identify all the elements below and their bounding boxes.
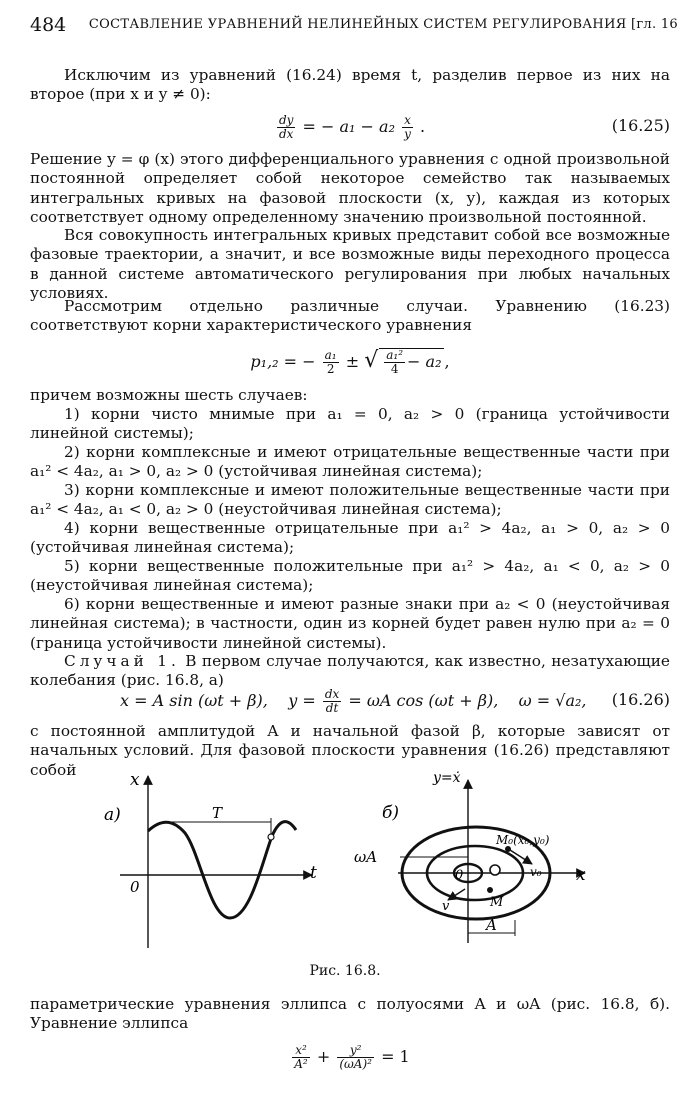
case-label: Случай 1. (64, 652, 180, 670)
paragraph-2: Решение y = φ (x) этого дифференциального уравнения с одной произвольной постоянной определяет собой некоторое семейство так называемых интегральных кривых на фазовой плоскости (x, y), каждая из которых соответствует одному определенному значению произвольной постоянной. (30, 150, 670, 226)
equation-roots: p₁,₂ = − $\frac{\text{a₁}}{2}$ ± √ $\frac{\text{a₁²}}{4}$ − a₂ , (250, 348, 450, 376)
equation-16-26: x = A sin (ωt + β), y = $\frac{dx}{dt}$ = ωA cos (ωt + β), ω = √a₂, (16.26) (120, 687, 670, 715)
case-3: 3) корни комплексные и имеют положительные вещественные части при a₁² < 4a₂, a₁ < 0, a₂ > 0 (неустойчивая линейная система); (30, 481, 670, 519)
a-period-label: T (212, 804, 223, 822)
paragraph-5: причем возможны шесть случаев: (30, 386, 308, 404)
b-x-label: x (576, 865, 586, 885)
b-v0-label: v₀ (530, 865, 542, 879)
case-1: 1) корни чисто мнимые при a₁ = 0, a₂ > 0 (граница устойчивости линейной системы); (30, 405, 670, 443)
page-number: 484 (30, 14, 67, 36)
case-2: 2) корни комплексные и имеют отрицательные вещественные части при a₁² < 4a₂, a₁ > 0, a₂ > 0 (устойчивая линейная система); (30, 443, 670, 481)
paragraph-8: параметрические уравнения эллипса с полуосями A и ωA (рис. 16.8, б). Уравнение эллипса (30, 995, 670, 1033)
b-origin-label: 0 (455, 868, 464, 883)
equation-16-25: $\frac{dy}{dx}$ = − a₁ − a₂ $\frac{x}{y}$ . (16.25) (278, 113, 670, 141)
b-y-label: y=ẋ (433, 770, 461, 786)
M-point (487, 887, 493, 893)
equation-number: (16.25) (611, 116, 670, 135)
equation-number: (16.26) (611, 690, 670, 709)
a-x-label: x (130, 770, 140, 790)
case-1-paragraph: Случай 1. В первом случае получаются, как известно, незатухающие колебания (рис. 16.8, а) (30, 652, 670, 690)
case-6: 6) корни вещественные и имеют разные знаки при a₂ < 0 (неустойчивая линейная система); в частности, один из корней будет равен нулю при a₂ = 0 (граница устойчивости линейной системы). (30, 595, 670, 652)
running-title: СОСТАВЛЕНИЕ УРАВНЕНИЙ НЕЛИНЕЙНЫХ СИСТЕМ РЕГУЛИРОВАНИЯ [гл. 16 (88, 17, 678, 32)
figure-16-8 (100, 768, 600, 968)
b-M-label: M (490, 895, 504, 910)
b-A-label: A (486, 916, 497, 934)
paragraph-3: Вся совокупность интегральных кривых представит собой все возможные фазовые траектории, а значит, и все возможные виды переходного процесса в данной системе автоматического регулирования при любых начальных условиях. (30, 226, 670, 302)
figure-caption: Рис. 16.8. (309, 963, 381, 979)
panel-a (104, 770, 317, 948)
period-point (268, 834, 274, 840)
a-label: а) (104, 805, 121, 825)
page-header (30, 14, 678, 38)
equation-ellipse: $\frac{\text{x²}}{\text{A²}}$ + $\frac{\text{y²}}{\text{(ωA)²}}$ = 1 (294, 1043, 410, 1071)
case-5: 5) корни вещественные положительные при a₁² > 4a₂, a₁ < 0, a₂ > 0 (неустойчивая линейная система); (30, 557, 670, 595)
b-M0-label: M₀(x₀,y₀) (496, 833, 550, 847)
a-origin-label: 0 (130, 878, 140, 896)
b-v-label: v (442, 899, 450, 914)
b-label: б) (382, 803, 400, 823)
b-omegaA-label: ωA (354, 848, 378, 866)
paragraph-7: с постоянной амплитудой A и начальной фазой β, которые зависят от начальных условий. Для фазовой плоскости уравнения (16.26) представляют собой (30, 722, 670, 779)
case-4: 4) корни вещественные отрицательные при a₁² > 4a₂, a₁ > 0, a₂ > 0 (устойчивая линейная система); (30, 519, 670, 557)
paragraph-1: Исключим из уравнений (16.24) время t, разделив первое из них на второе (при x и y ≠ 0): (30, 66, 670, 104)
a-t-label: t (310, 863, 317, 883)
paragraph-4: Рассмотрим отдельно различные случаи. Уравнению (16.23) соответствуют корни характеристического уравнения (30, 297, 670, 335)
panel-b (354, 770, 586, 943)
